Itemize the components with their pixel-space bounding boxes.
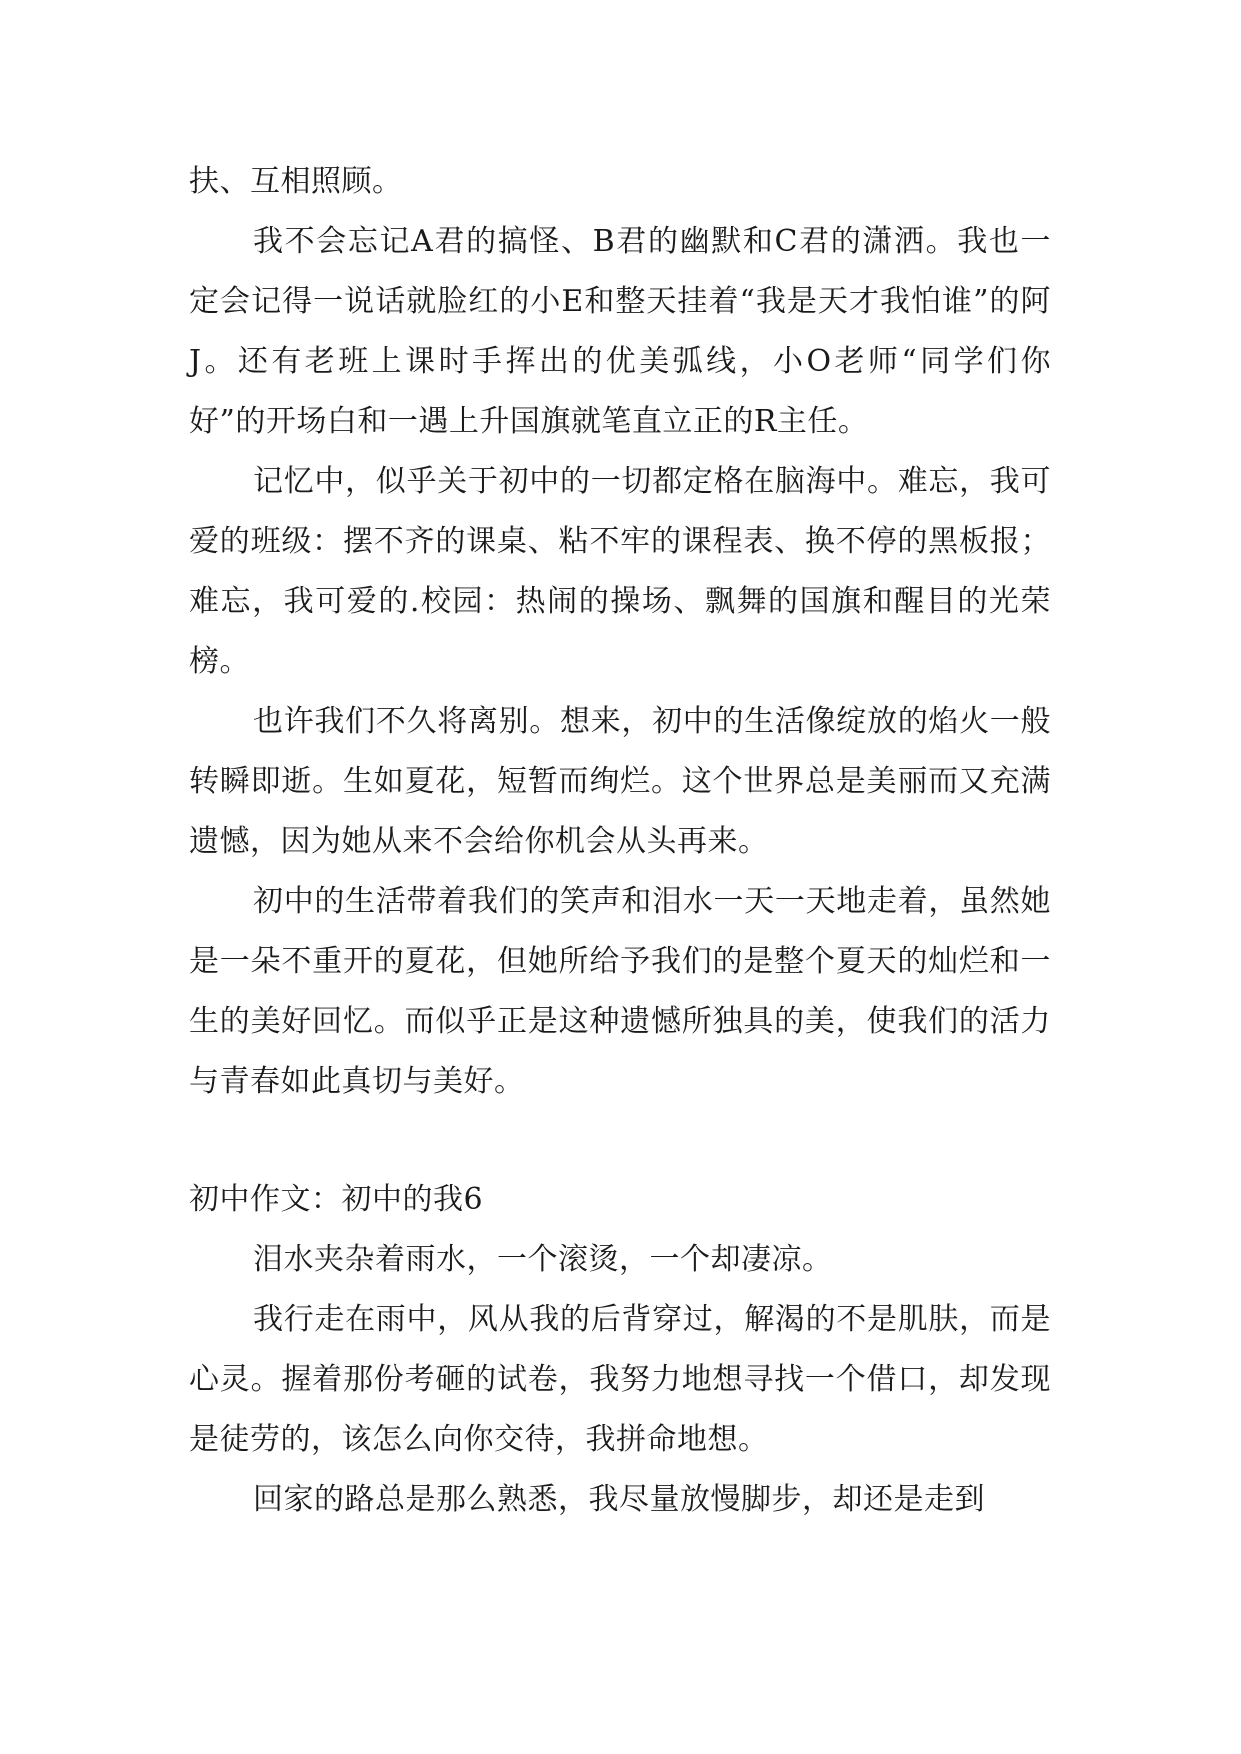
paragraph: 我不会忘记A君的搞怪、B君的幽默和C君的潇洒。我也一定会记得一说话就脸红的小E和整天挂着“我是天才我怕谁”的阿J。还有老班上课时手挥出的优美弧线，小O老师“同学们你好”的开场白和一遇上升国旗就笔直立正的R主任。: [189, 224, 1051, 439]
document-body: [189, 152, 1051, 1530]
section-title: 初中作文：初中的我6: [189, 1182, 484, 1217]
paragraph: 泪水夹杂着雨水，一个滚烫，一个却凄凉。: [253, 1242, 833, 1277]
paragraph: 也许我们不久将离别。想来，初中的生活像绽放的焰火一般转瞬即逝。生如夏花，短暂而绚烂。这个世界总是美丽而又充满遗憾，因为她从来不会给你机会从头再来。: [189, 704, 1051, 859]
paragraph: 扶、互相照顾。: [189, 164, 403, 199]
paragraph: 我行走在雨中，风从我的后背穿过，解渴的不是肌肤，而是心灵。握着那份考砸的试卷，我努力地想寻找一个借口，却发现是徒劳的，该怎么向你交待，我拼命地想。: [189, 1302, 1051, 1457]
section-spacer: [189, 1112, 1051, 1170]
paragraph: 回家的路总是那么熟悉，我尽量放慢脚步，却还是走到: [253, 1482, 985, 1517]
paragraph: 初中的生活带着我们的笑声和泪水一天一天地走着，虽然她是一朵不重开的夏花，但她所给予我们的是整个夏天的灿烂和一生的美好回忆。而似乎正是这种遗憾所独具的美，使我们的活力与青春如此真切与美好。: [189, 884, 1051, 1099]
paragraph: 记忆中，似乎关于初中的一切都定格在脑海中。难忘，我可爱的班级：摆不齐的课桌、粘不牢的课程表、换不停的黑板报；难忘，我可爱的.校园：热闹的操场、飘舞的国旗和醒目的光荣榜。: [189, 464, 1051, 679]
